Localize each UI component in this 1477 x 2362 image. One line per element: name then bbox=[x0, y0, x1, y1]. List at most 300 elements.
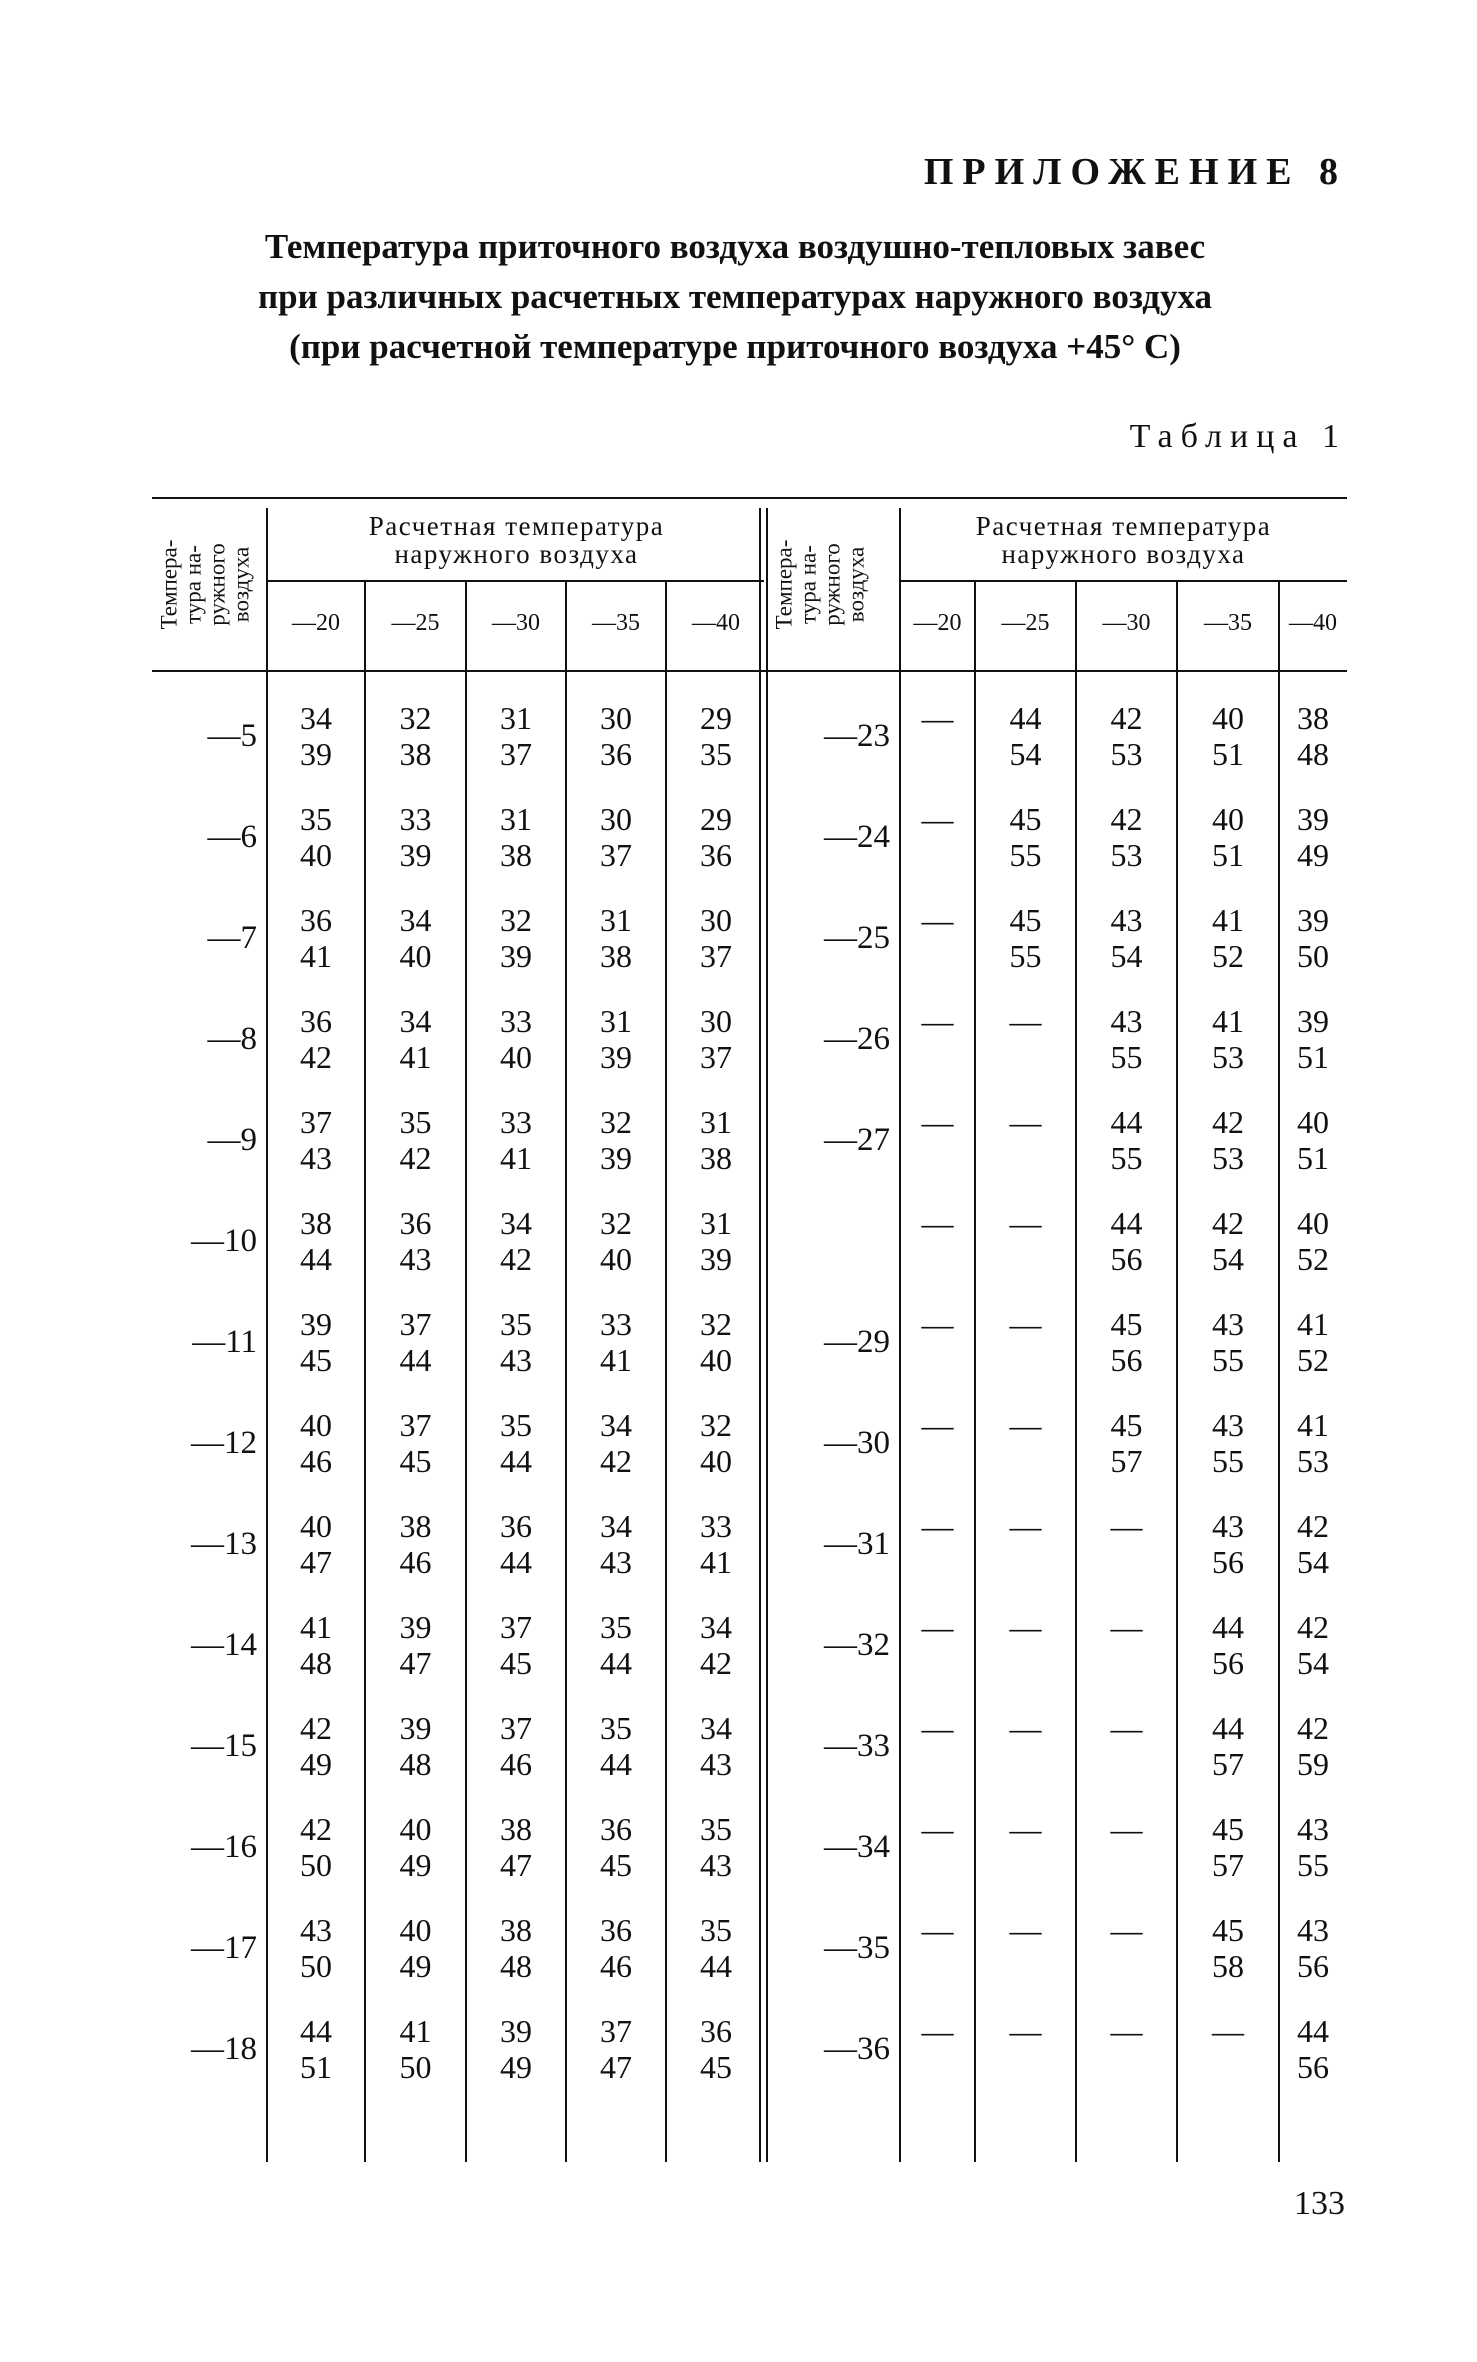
left-cell-value: 40 bbox=[500, 1039, 532, 1075]
left-cell-value: 42 bbox=[300, 1039, 332, 1075]
right-data-cell bbox=[1177, 801, 1279, 873]
right-cell-value: 52 bbox=[1212, 938, 1244, 974]
right-cell-value: 38 bbox=[1297, 700, 1329, 736]
title-line-1: Температура приточного воздуха воздушно-тепловых завес bbox=[264, 227, 1206, 266]
right-cell-value: 42 bbox=[1110, 700, 1143, 736]
left-data-cell bbox=[566, 1205, 666, 1277]
right-data-cell bbox=[1279, 1811, 1347, 1883]
left-data-cell bbox=[566, 1104, 666, 1176]
left-data-cell bbox=[267, 700, 365, 772]
right-cell-value: 54 bbox=[1009, 736, 1042, 772]
left-cell-value: 41 bbox=[300, 1609, 332, 1645]
left-cell-value: 35 bbox=[700, 1912, 732, 1948]
left-data-cell bbox=[365, 1609, 466, 1681]
right-data-cell bbox=[1177, 902, 1279, 974]
left-cell-value: 37 bbox=[300, 1104, 332, 1140]
right-cell-value: 45 bbox=[1110, 1306, 1143, 1342]
right-cell-value: 43 bbox=[1110, 1003, 1143, 1039]
left-row-label: —10 bbox=[191, 1223, 257, 1259]
left-data-cell bbox=[267, 1609, 365, 1681]
right-cell-value: — bbox=[921, 801, 954, 837]
right-cell-value: 56 bbox=[1212, 1544, 1244, 1580]
left-row-label: —5 bbox=[207, 718, 257, 754]
left-column-header: —30 bbox=[492, 610, 540, 636]
right-cell-value: 40 bbox=[1297, 1205, 1329, 1241]
right-cell-value: 43 bbox=[1212, 1407, 1244, 1443]
left-row-label: —17 bbox=[191, 1930, 257, 1966]
left-cell-value: 43 bbox=[399, 1241, 432, 1277]
left-cell-value: 44 bbox=[600, 1645, 632, 1681]
right-cell-value: 45 bbox=[1009, 801, 1042, 837]
right-cell-value: — bbox=[1110, 1609, 1143, 1645]
right-cell-value: 54 bbox=[1212, 1241, 1244, 1277]
left-cell-value: 44 bbox=[700, 1948, 732, 1984]
left-cell-value: 36 bbox=[600, 1811, 632, 1847]
right-cell-value: 51 bbox=[1297, 1140, 1329, 1176]
left-cell-value: 39 bbox=[500, 938, 532, 974]
left-cell-value: 40 bbox=[300, 837, 332, 873]
right-data-cell bbox=[975, 1912, 1076, 1948]
left-cell-value: 46 bbox=[399, 1544, 432, 1580]
right-group-header bbox=[900, 512, 1347, 568]
left-cell-value: 42 bbox=[300, 1811, 332, 1847]
title-line-3: (при расчетной температуре приточного воздуха +45° С) bbox=[289, 327, 1181, 366]
left-cell-value: 43 bbox=[700, 1847, 732, 1883]
left-cell-value: 37 bbox=[700, 938, 732, 974]
left-data-cell bbox=[267, 801, 365, 873]
left-data-cell bbox=[267, 1306, 365, 1378]
left-data-cell bbox=[466, 1407, 566, 1479]
left-row-label: —15 bbox=[191, 1728, 257, 1764]
left-cell-value: 33 bbox=[700, 1508, 732, 1544]
right-cell-value: — bbox=[1009, 1508, 1042, 1544]
right-data-cell bbox=[1177, 1811, 1279, 1883]
left-cell-value: 46 bbox=[300, 1443, 332, 1479]
right-cell-value: 56 bbox=[1110, 1241, 1143, 1277]
right-cell-value: 41 bbox=[1297, 1407, 1329, 1443]
right-data-cell bbox=[1279, 1003, 1347, 1075]
left-column-header: —40 bbox=[692, 610, 740, 636]
right-cell-value: 45 bbox=[1009, 902, 1042, 938]
right-cell-value: 41 bbox=[1212, 902, 1244, 938]
right-cell-value: — bbox=[921, 1912, 954, 1948]
right-row-header-line: Темпера- bbox=[771, 539, 796, 630]
left-cell-value: 44 bbox=[300, 2013, 332, 2049]
left-cell-value: 48 bbox=[500, 1948, 532, 1984]
right-cell-value: 55 bbox=[1212, 1443, 1244, 1479]
left-cell-value: 37 bbox=[600, 2013, 632, 2049]
left-data-cell bbox=[666, 902, 766, 974]
left-data-cell bbox=[666, 1104, 766, 1176]
left-cell-value: 40 bbox=[700, 1342, 732, 1378]
right-data-cell bbox=[1076, 1205, 1177, 1277]
right-data-cell bbox=[900, 902, 975, 938]
left-data-cell bbox=[365, 700, 466, 772]
left-cell-value: 32 bbox=[700, 1407, 732, 1443]
left-cell-value: 50 bbox=[300, 1847, 332, 1883]
right-data-cell bbox=[900, 1811, 975, 1847]
left-cell-value: 34 bbox=[600, 1508, 632, 1544]
right-cell-value: — bbox=[1009, 1104, 1042, 1140]
left-cell-value: 38 bbox=[399, 1508, 432, 1544]
right-data-cell bbox=[1076, 801, 1177, 873]
right-cell-value: 40 bbox=[1212, 700, 1244, 736]
left-cell-value: 35 bbox=[300, 801, 332, 837]
left-cell-value: 31 bbox=[600, 902, 632, 938]
right-cell-value: 39 bbox=[1297, 1003, 1329, 1039]
left-cell-value: 42 bbox=[500, 1241, 532, 1277]
left-data-cell bbox=[365, 1508, 466, 1580]
right-data-cell bbox=[1177, 1710, 1279, 1782]
right-data-cell bbox=[975, 1205, 1076, 1241]
left-cell-value: 29 bbox=[700, 700, 732, 736]
left-column-header: —25 bbox=[391, 610, 440, 636]
right-cell-value: 56 bbox=[1110, 1342, 1143, 1378]
left-data-cell bbox=[666, 1710, 766, 1782]
right-data-cell bbox=[1177, 1508, 1279, 1580]
right-group-header-line: Расчетная температура bbox=[975, 511, 1272, 541]
right-data-cell bbox=[1177, 1205, 1279, 1277]
left-cell-value: 33 bbox=[500, 1003, 532, 1039]
right-data-cell bbox=[975, 1104, 1076, 1140]
left-cell-value: 45 bbox=[600, 1847, 632, 1883]
right-cell-value: — bbox=[1009, 2013, 1042, 2049]
left-cell-value: 29 bbox=[700, 801, 732, 837]
right-data-cell bbox=[1177, 1104, 1279, 1176]
left-cell-value: 32 bbox=[600, 1104, 632, 1140]
left-cell-value: 35 bbox=[700, 736, 732, 772]
left-cell-value: 39 bbox=[600, 1039, 632, 1075]
left-data-cell bbox=[466, 1811, 566, 1883]
left-group-header bbox=[267, 512, 766, 568]
right-cell-value: 56 bbox=[1297, 2049, 1329, 2085]
right-cell-value: 42 bbox=[1212, 1205, 1244, 1241]
left-row-label: —12 bbox=[191, 1425, 257, 1461]
left-cell-value: 44 bbox=[300, 1241, 332, 1277]
left-row-label: —7 bbox=[207, 920, 257, 956]
right-data-cell bbox=[1279, 1407, 1347, 1479]
left-cell-value: 35 bbox=[500, 1306, 532, 1342]
right-row-header-line: воздуха bbox=[843, 546, 868, 623]
right-cell-value: 55 bbox=[1110, 1140, 1143, 1176]
left-cell-value: 40 bbox=[300, 1407, 332, 1443]
left-cell-value: 32 bbox=[500, 902, 532, 938]
left-cell-value: 44 bbox=[500, 1544, 532, 1580]
left-data-cell bbox=[666, 1003, 766, 1075]
left-data-cell bbox=[566, 1003, 666, 1075]
left-row-header bbox=[157, 505, 262, 665]
right-row-label: —23 bbox=[824, 718, 890, 754]
right-data-cell bbox=[1177, 1609, 1279, 1681]
left-data-cell bbox=[466, 1710, 566, 1782]
left-cell-value: 40 bbox=[600, 1241, 632, 1277]
right-cell-value: — bbox=[1009, 1811, 1042, 1847]
right-data-cell bbox=[1279, 2013, 1347, 2085]
left-cell-value: 38 bbox=[300, 1205, 332, 1241]
left-cell-value: 41 bbox=[399, 1039, 432, 1075]
right-cell-value: 40 bbox=[1212, 801, 1244, 837]
right-row-label: —24 bbox=[824, 819, 890, 855]
left-cell-value: 38 bbox=[600, 938, 632, 974]
left-data-cell bbox=[267, 1407, 365, 1479]
left-cell-value: 37 bbox=[700, 1039, 732, 1075]
left-cell-value: 41 bbox=[500, 1140, 532, 1176]
right-row-label: —32 bbox=[824, 1627, 890, 1663]
left-cell-value: 46 bbox=[600, 1948, 632, 1984]
left-cell-value: 38 bbox=[500, 1811, 532, 1847]
right-cell-value: 55 bbox=[1297, 1847, 1329, 1883]
left-cell-value: 40 bbox=[399, 938, 432, 974]
right-cell-value: — bbox=[921, 700, 954, 736]
left-row-header-line: тура на- bbox=[180, 545, 205, 624]
right-cell-value: 51 bbox=[1212, 736, 1244, 772]
left-data-cell bbox=[365, 1104, 466, 1176]
right-cell-value: 43 bbox=[1297, 1811, 1329, 1847]
left-cell-value: 31 bbox=[700, 1205, 732, 1241]
right-data-cell bbox=[1076, 1811, 1177, 1847]
right-row-label: —31 bbox=[824, 1526, 890, 1562]
right-row-label: —29 bbox=[824, 1324, 890, 1360]
left-cell-value: 39 bbox=[500, 2013, 532, 2049]
left-cell-value: 39 bbox=[300, 736, 332, 772]
right-data-cell bbox=[1279, 700, 1347, 772]
left-data-cell bbox=[267, 1710, 365, 1782]
left-cell-value: 45 bbox=[300, 1342, 332, 1378]
left-cell-value: 42 bbox=[300, 1710, 332, 1746]
left-data-cell bbox=[466, 1912, 566, 1984]
right-cell-value: — bbox=[1009, 1609, 1042, 1645]
right-data-cell bbox=[975, 1710, 1076, 1746]
left-data-cell bbox=[466, 700, 566, 772]
right-data-cell bbox=[975, 1609, 1076, 1645]
left-data-cell bbox=[267, 1508, 365, 1580]
left-cell-value: 35 bbox=[500, 1407, 532, 1443]
right-cell-value: 42 bbox=[1212, 1104, 1244, 1140]
right-cell-value: 59 bbox=[1297, 1746, 1329, 1782]
right-data-cell bbox=[975, 1306, 1076, 1342]
right-data-cell bbox=[900, 1104, 975, 1140]
right-cell-value: 43 bbox=[1212, 1508, 1244, 1544]
left-cell-value: 43 bbox=[700, 1746, 732, 1782]
right-data-cell bbox=[900, 1710, 975, 1746]
left-cell-value: 45 bbox=[700, 2049, 732, 2085]
right-cell-value: — bbox=[1110, 1811, 1143, 1847]
right-cell-value: — bbox=[1009, 1407, 1042, 1443]
right-data-cell bbox=[1177, 1306, 1279, 1378]
left-row-label: —11 bbox=[192, 1324, 257, 1360]
left-cell-value: 42 bbox=[399, 1140, 432, 1176]
left-data-cell bbox=[267, 1104, 365, 1176]
right-data-cell bbox=[900, 2013, 975, 2049]
right-row-label: —33 bbox=[824, 1728, 890, 1764]
right-cell-value: — bbox=[1110, 1508, 1143, 1544]
left-cell-value: 30 bbox=[600, 801, 632, 837]
right-data-cell bbox=[1076, 1003, 1177, 1075]
right-data-cell bbox=[1279, 1104, 1347, 1176]
right-cell-value: 55 bbox=[1009, 837, 1042, 873]
left-cell-value: 34 bbox=[700, 1710, 732, 1746]
right-cell-value: 39 bbox=[1297, 801, 1329, 837]
right-row-label: —35 bbox=[824, 1930, 890, 1966]
left-row-header-line: Темпера- bbox=[156, 539, 181, 630]
right-cell-value: — bbox=[1110, 2013, 1143, 2049]
left-data-cell bbox=[365, 1306, 466, 1378]
right-data-cell bbox=[1279, 1912, 1347, 1984]
right-cell-value: 53 bbox=[1110, 837, 1143, 873]
right-cell-value: 57 bbox=[1212, 1847, 1244, 1883]
right-data-cell bbox=[975, 801, 1076, 873]
right-cell-value: — bbox=[1009, 1710, 1042, 1746]
right-cell-value: 44 bbox=[1212, 1710, 1244, 1746]
right-cell-value: 42 bbox=[1110, 801, 1143, 837]
right-cell-value: 43 bbox=[1110, 902, 1143, 938]
left-row-header-line: воздуха bbox=[228, 546, 253, 623]
left-cell-value: 51 bbox=[300, 2049, 332, 2085]
left-cell-value: 32 bbox=[600, 1205, 632, 1241]
right-cell-value: 43 bbox=[1212, 1306, 1244, 1342]
right-cell-value: — bbox=[1110, 1912, 1143, 1948]
right-cell-value: 49 bbox=[1297, 837, 1329, 873]
right-column-header: —20 bbox=[913, 610, 962, 636]
left-data-cell bbox=[466, 1609, 566, 1681]
right-cell-value: 44 bbox=[1110, 1205, 1143, 1241]
right-row-label: —27 bbox=[824, 1122, 890, 1158]
right-cell-value: — bbox=[1009, 1912, 1042, 1948]
left-cell-value: 34 bbox=[399, 902, 432, 938]
right-data-cell bbox=[900, 700, 975, 736]
right-cell-value: 53 bbox=[1212, 1039, 1244, 1075]
right-data-cell bbox=[900, 1407, 975, 1443]
right-data-cell bbox=[900, 1508, 975, 1544]
right-cell-value: — bbox=[1110, 1710, 1143, 1746]
right-cell-value: 44 bbox=[1297, 2013, 1329, 2049]
left-cell-value: 36 bbox=[300, 1003, 332, 1039]
left-cell-value: 37 bbox=[600, 837, 632, 873]
left-cell-value: 47 bbox=[399, 1645, 432, 1681]
left-cell-value: 49 bbox=[399, 1847, 432, 1883]
left-cell-value: 36 bbox=[600, 1912, 632, 1948]
left-cell-value: 50 bbox=[399, 2049, 432, 2085]
right-data-cell bbox=[900, 1205, 975, 1241]
right-cell-value: — bbox=[921, 1609, 954, 1645]
left-data-cell bbox=[666, 1407, 766, 1479]
left-cell-value: 30 bbox=[600, 700, 632, 736]
left-cell-value: 36 bbox=[300, 902, 332, 938]
right-group-header-line: наружного воздуха bbox=[1001, 539, 1246, 569]
right-data-cell bbox=[1076, 1912, 1177, 1948]
left-data-cell bbox=[566, 1508, 666, 1580]
left-cell-value: 39 bbox=[399, 1710, 432, 1746]
left-data-cell bbox=[466, 801, 566, 873]
right-data-cell bbox=[1076, 1306, 1177, 1378]
right-data-cell bbox=[1177, 1912, 1279, 1984]
left-data-cell bbox=[566, 902, 666, 974]
right-cell-value: — bbox=[921, 1003, 954, 1039]
left-data-cell bbox=[566, 2013, 666, 2085]
left-cell-value: 33 bbox=[500, 1104, 532, 1140]
right-cell-value: — bbox=[921, 1205, 954, 1241]
left-cell-value: 44 bbox=[600, 1746, 632, 1782]
right-data-cell bbox=[1076, 700, 1177, 772]
right-data-cell bbox=[900, 1912, 975, 1948]
left-cell-value: 38 bbox=[399, 736, 432, 772]
left-column-header: —20 bbox=[292, 610, 340, 636]
left-cell-value: 40 bbox=[399, 1811, 432, 1847]
right-data-cell bbox=[1279, 902, 1347, 974]
left-cell-value: 39 bbox=[700, 1241, 732, 1277]
right-cell-value: — bbox=[1009, 1003, 1042, 1039]
left-data-cell bbox=[666, 1912, 766, 1984]
right-cell-value: — bbox=[921, 1104, 954, 1140]
left-cell-value: 34 bbox=[399, 1003, 432, 1039]
right-cell-value: 53 bbox=[1297, 1443, 1329, 1479]
left-cell-value: 43 bbox=[500, 1342, 532, 1378]
left-data-cell bbox=[365, 1811, 466, 1883]
right-column-header: —30 bbox=[1102, 610, 1151, 636]
left-row-label: —13 bbox=[191, 1526, 257, 1562]
right-cell-value: 42 bbox=[1297, 1609, 1329, 1645]
right-data-cell bbox=[900, 1609, 975, 1645]
right-cell-value: 45 bbox=[1110, 1407, 1143, 1443]
left-cell-value: 30 bbox=[700, 1003, 732, 1039]
left-data-cell bbox=[666, 1306, 766, 1378]
left-cell-value: 39 bbox=[600, 1140, 632, 1176]
right-cell-value: 55 bbox=[1009, 938, 1042, 974]
right-column-header: —40 bbox=[1289, 610, 1337, 636]
right-row-label: —30 bbox=[824, 1425, 890, 1461]
left-cell-value: 34 bbox=[500, 1205, 532, 1241]
right-cell-value: — bbox=[921, 1306, 954, 1342]
right-row-label: —36 bbox=[824, 2031, 890, 2067]
left-cell-value: 36 bbox=[500, 1508, 532, 1544]
right-row-header-line: ружного bbox=[819, 543, 844, 626]
right-data-cell bbox=[1076, 1104, 1177, 1176]
left-row-label: —18 bbox=[191, 2031, 257, 2067]
left-cell-value: 41 bbox=[600, 1342, 632, 1378]
left-cell-value: 37 bbox=[500, 1710, 532, 1746]
appendix-heading: ПРИЛОЖЕНИЕ 8 bbox=[923, 151, 1347, 193]
left-cell-value: 43 bbox=[300, 1140, 332, 1176]
left-data-cell bbox=[365, 1912, 466, 1984]
title-line-2: при различных расчетных температурах наружного воздуха bbox=[257, 277, 1212, 316]
left-data-cell bbox=[666, 700, 766, 772]
left-cell-value: 42 bbox=[600, 1443, 632, 1479]
left-cell-value: 35 bbox=[399, 1104, 432, 1140]
right-data-cell bbox=[1076, 1710, 1177, 1746]
left-cell-value: 48 bbox=[399, 1746, 432, 1782]
right-cell-value: 44 bbox=[1110, 1104, 1143, 1140]
left-data-cell bbox=[566, 1407, 666, 1479]
left-cell-value: 43 bbox=[300, 1912, 332, 1948]
left-cell-value: 35 bbox=[700, 1811, 732, 1847]
right-cell-value: 41 bbox=[1297, 1306, 1329, 1342]
left-data-cell bbox=[365, 1003, 466, 1075]
left-data-cell bbox=[566, 1912, 666, 1984]
right-cell-value: 45 bbox=[1212, 1912, 1244, 1948]
left-data-cell bbox=[267, 1205, 365, 1277]
left-data-cell bbox=[566, 801, 666, 873]
right-cell-value: 53 bbox=[1110, 736, 1143, 772]
right-row-label: —34 bbox=[824, 1829, 890, 1865]
left-data-cell bbox=[365, 902, 466, 974]
left-data-cell bbox=[566, 1306, 666, 1378]
right-column-header: —35 bbox=[1204, 610, 1252, 636]
left-cell-value: 32 bbox=[700, 1306, 732, 1342]
right-cell-value: — bbox=[921, 1710, 954, 1746]
table-label: Таблица 1 bbox=[1129, 418, 1347, 455]
right-cell-value: 42 bbox=[1297, 1710, 1329, 1746]
right-row-header bbox=[772, 505, 895, 665]
